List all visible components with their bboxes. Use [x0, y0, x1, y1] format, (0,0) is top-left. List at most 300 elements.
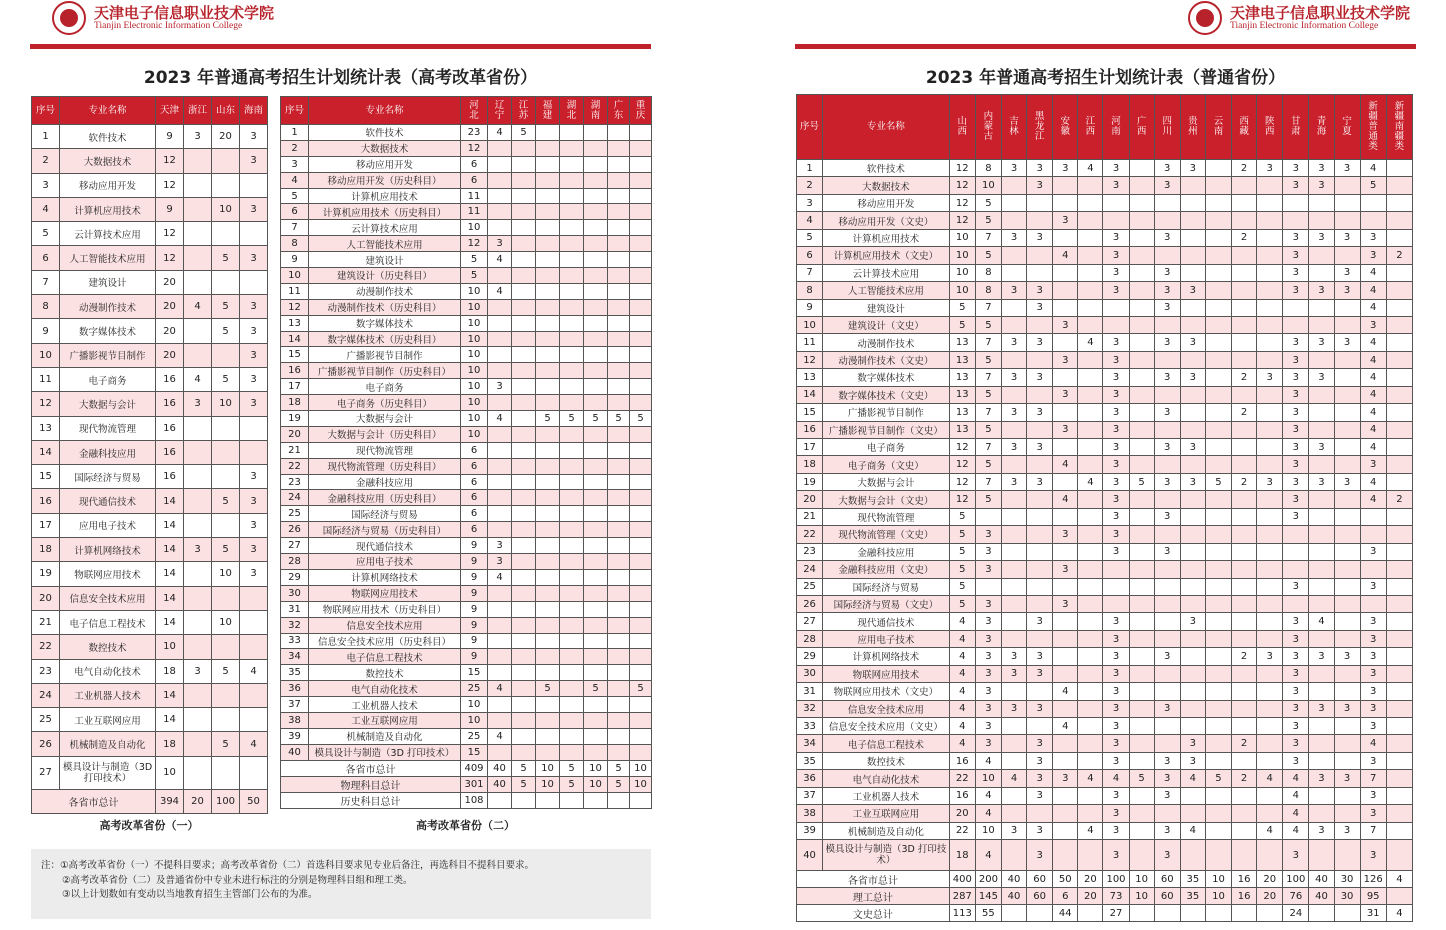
major-name: 模具设计与制造（3D 打印技术） — [823, 840, 950, 871]
plan-count — [1078, 282, 1103, 299]
plan-count — [1001, 526, 1026, 543]
row-index: 16 — [281, 363, 309, 379]
plan-count: 3 — [1180, 735, 1205, 752]
plan-count: 10 — [461, 315, 488, 331]
plan-count — [1027, 630, 1053, 647]
row-index: 28 — [797, 630, 823, 647]
plan-count — [1334, 299, 1360, 316]
plan-count: 4 — [488, 569, 512, 585]
plan-count — [488, 220, 512, 236]
plan-count: 3 — [1334, 648, 1360, 665]
plan-count: 3 — [1334, 770, 1360, 787]
plan-count — [608, 347, 630, 363]
plan-count — [1257, 578, 1283, 595]
plan-count — [1257, 386, 1283, 403]
plan-count — [1386, 439, 1412, 456]
table-row — [797, 316, 1413, 333]
plan-count: 3 — [1001, 648, 1026, 665]
plan-count — [608, 426, 630, 442]
table-row — [797, 456, 1413, 473]
table-row — [32, 756, 268, 789]
major-name: 电子信息工程技术 — [60, 610, 156, 634]
plan-count — [560, 506, 584, 522]
totals-row — [32, 789, 268, 813]
col-header-province: 广 东 — [608, 97, 630, 125]
row-index: 2 — [281, 140, 309, 156]
major-name: 广播影视节目制作 — [823, 404, 950, 421]
reform-provinces-table-1 — [31, 96, 268, 814]
plan-count: 12 — [949, 160, 975, 177]
plan-count — [536, 363, 560, 379]
row-index: 36 — [797, 770, 823, 787]
plan-count: 4 — [975, 787, 1001, 804]
col-header-province: 湖 北 — [560, 97, 584, 125]
plan-count — [1205, 526, 1231, 543]
major-name: 国际经济与贸易 — [823, 578, 950, 595]
plan-count: 7 — [1360, 770, 1386, 787]
plan-count — [630, 744, 652, 760]
row-index: 40 — [281, 744, 309, 760]
plan-count: 16 — [156, 416, 184, 440]
plan-count: 3 — [1001, 439, 1026, 456]
plan-count — [608, 236, 630, 252]
plan-count — [1154, 613, 1180, 630]
summary-value — [630, 792, 652, 808]
plan-count — [1001, 787, 1026, 804]
plan-count — [1232, 299, 1257, 316]
col-header-province: 江 苏 — [512, 97, 536, 125]
plan-count: 3 — [240, 295, 268, 319]
plan-count — [1180, 247, 1205, 264]
plan-count: 4 — [488, 252, 512, 268]
table-row — [281, 283, 652, 299]
major-name: 现代物流管理 — [309, 442, 461, 458]
row-index: 10 — [797, 316, 823, 333]
plan-count — [584, 617, 608, 633]
plan-count — [584, 426, 608, 442]
row-index: 5 — [281, 188, 309, 204]
major-name: 应用电子技术 — [60, 513, 156, 537]
plan-count — [1232, 247, 1257, 264]
plan-count — [240, 586, 268, 610]
major-name: 现代通信技术 — [823, 613, 950, 630]
plan-count — [560, 125, 584, 141]
plan-count: 20 — [156, 343, 184, 367]
plan-count — [1027, 194, 1053, 211]
table-row — [281, 379, 652, 395]
plan-count — [536, 617, 560, 633]
plan-count — [584, 379, 608, 395]
plan-count: 3 — [1103, 665, 1129, 682]
plan-count — [584, 569, 608, 585]
row-index: 16 — [32, 489, 60, 513]
reform-provinces-table-2 — [280, 96, 652, 809]
plan-count: 4 — [1078, 160, 1103, 177]
major-name: 金融科技应用 — [60, 440, 156, 464]
row-index: 26 — [32, 732, 60, 756]
plan-count — [584, 140, 608, 156]
plan-count — [1078, 316, 1103, 333]
table-row — [797, 194, 1413, 211]
table-row — [281, 474, 652, 490]
plan-count — [1001, 316, 1026, 333]
table-row — [281, 458, 652, 474]
summary-value — [1027, 905, 1053, 922]
plan-count — [630, 236, 652, 252]
plan-count — [536, 649, 560, 665]
plan-count — [1257, 543, 1283, 560]
plan-count: 3 — [1360, 578, 1386, 595]
table-row — [32, 610, 268, 634]
plan-count — [1386, 351, 1412, 368]
plan-count — [1053, 735, 1078, 752]
plan-count — [584, 649, 608, 665]
plan-count — [1001, 735, 1026, 752]
plan-count — [1257, 683, 1283, 700]
plan-count — [1257, 229, 1283, 246]
plan-count — [1103, 316, 1129, 333]
plan-count: 8 — [975, 264, 1001, 281]
total-value: 100 — [212, 789, 240, 813]
plan-count: 10 — [975, 822, 1001, 839]
summary-value — [1309, 905, 1334, 922]
plan-count — [560, 156, 584, 172]
plan-count: 10 — [212, 562, 240, 586]
plan-count — [1154, 247, 1180, 264]
plan-count — [560, 220, 584, 236]
plan-count — [488, 204, 512, 220]
plan-count: 3 — [1283, 456, 1309, 473]
plan-count — [536, 601, 560, 617]
plan-count: 13 — [949, 334, 975, 351]
plan-count: 3 — [1103, 526, 1129, 543]
table-row — [281, 681, 652, 697]
summary-row — [797, 905, 1413, 922]
plan-count: 3 — [1360, 229, 1386, 246]
summary-value — [1180, 905, 1205, 922]
plan-count — [1257, 194, 1283, 211]
plan-count — [560, 140, 584, 156]
row-index: 18 — [281, 395, 309, 411]
plan-count — [512, 538, 536, 554]
plan-count — [536, 665, 560, 681]
row-index: 12 — [797, 351, 823, 368]
plan-count — [1205, 648, 1231, 665]
plan-count — [1001, 578, 1026, 595]
row-index: 22 — [32, 635, 60, 659]
summary-value: 44 — [1053, 905, 1078, 922]
table-row — [281, 554, 652, 570]
plan-count: 3 — [240, 538, 268, 562]
col-header-province: 福 建 — [536, 97, 560, 125]
plan-count: 3 — [1334, 473, 1360, 490]
plan-count — [1180, 386, 1205, 403]
row-index: 29 — [797, 648, 823, 665]
plan-count — [1386, 229, 1412, 246]
plan-count — [608, 569, 630, 585]
col-header-province: 青 海 — [1309, 95, 1334, 160]
table-row — [797, 578, 1413, 595]
plan-count — [630, 538, 652, 554]
plan-count — [1129, 613, 1154, 630]
plan-count: 3 — [1309, 770, 1334, 787]
plan-count: 16 — [156, 440, 184, 464]
plan-count — [608, 681, 630, 697]
plan-count — [1027, 578, 1053, 595]
col-header-province: 河 北 — [461, 97, 488, 125]
major-name: 数字媒体技术（文史） — [823, 386, 950, 403]
plan-count: 12 — [949, 212, 975, 229]
plan-count: 3 — [1103, 282, 1129, 299]
row-index: 11 — [797, 334, 823, 351]
summary-value: 10 — [536, 760, 560, 776]
plan-count: 3 — [1283, 334, 1309, 351]
plan-count — [488, 442, 512, 458]
plan-count — [1232, 491, 1257, 508]
row-index: 21 — [32, 610, 60, 634]
plan-count — [1232, 316, 1257, 333]
school-logo-left — [52, 1, 274, 35]
plan-count — [584, 252, 608, 268]
plan-count — [1154, 578, 1180, 595]
plan-count — [584, 188, 608, 204]
plan-count: 10 — [461, 395, 488, 411]
plan-count — [1334, 351, 1360, 368]
plan-count — [1053, 578, 1078, 595]
plan-count — [1129, 194, 1154, 211]
plan-count — [512, 331, 536, 347]
plan-count: 10 — [975, 177, 1001, 194]
plan-count — [1205, 787, 1231, 804]
plan-count — [536, 283, 560, 299]
plan-count: 7 — [1360, 822, 1386, 839]
plan-count — [1334, 526, 1360, 543]
plan-count: 3 — [1103, 805, 1129, 822]
plan-count — [630, 490, 652, 506]
major-name: 电子信息工程技术 — [823, 735, 950, 752]
major-name: 大数据与会计 — [823, 473, 950, 490]
row-index: 7 — [281, 220, 309, 236]
major-name: 建筑设计（历史科目） — [309, 268, 461, 284]
col-header-province: 湖 南 — [584, 97, 608, 125]
summary-value: 5 — [560, 776, 584, 792]
plan-count: 3 — [1360, 683, 1386, 700]
plan-count: 3 — [1360, 805, 1386, 822]
summary-value: 4 — [1386, 871, 1412, 888]
plan-count — [1129, 177, 1154, 194]
row-index: 34 — [797, 735, 823, 752]
plan-count — [536, 236, 560, 252]
plan-count: 4 — [1180, 770, 1205, 787]
plan-count: 5 — [975, 386, 1001, 403]
plan-count — [1027, 351, 1053, 368]
row-index: 6 — [797, 247, 823, 264]
row-index: 6 — [32, 246, 60, 270]
plan-count — [184, 222, 212, 246]
plan-count — [630, 569, 652, 585]
row-index: 38 — [281, 712, 309, 728]
plan-count: 12 — [949, 491, 975, 508]
summary-value: 24 — [1283, 905, 1309, 922]
plan-count — [630, 617, 652, 633]
row-index: 24 — [32, 683, 60, 707]
summary-value: 145 — [975, 888, 1001, 905]
plan-count: 5 — [560, 411, 584, 427]
plan-count — [975, 508, 1001, 525]
table-row — [32, 367, 268, 391]
col-header-province: 四 川 — [1154, 95, 1180, 160]
plan-count — [560, 252, 584, 268]
plan-count — [1232, 683, 1257, 700]
row-index: 18 — [797, 456, 823, 473]
plan-count — [560, 379, 584, 395]
plan-count — [536, 458, 560, 474]
plan-count: 3 — [1257, 160, 1283, 177]
summary-row — [281, 760, 652, 776]
plan-count — [1053, 805, 1078, 822]
plan-count: 9 — [461, 569, 488, 585]
plan-count: 3 — [1283, 369, 1309, 386]
plan-count: 3 — [1053, 212, 1078, 229]
plan-count: 4 — [1053, 491, 1078, 508]
plan-count: 10 — [461, 363, 488, 379]
plan-count — [512, 617, 536, 633]
plan-count — [212, 683, 240, 707]
plan-count: 3 — [1154, 648, 1180, 665]
plan-count — [488, 315, 512, 331]
plan-count: 5 — [975, 456, 1001, 473]
major-name: 移动应用开发（文史） — [823, 212, 950, 229]
plan-count — [1205, 421, 1231, 438]
plan-count: 3 — [975, 700, 1001, 717]
plan-count — [184, 270, 212, 294]
row-index: 15 — [281, 347, 309, 363]
plan-count: 5 — [975, 247, 1001, 264]
major-name: 工业机器人技术 — [823, 787, 950, 804]
major-name: 广播影视节目制作（文史） — [823, 421, 950, 438]
row-index: 32 — [281, 617, 309, 633]
table-row — [797, 526, 1413, 543]
plan-count: 3 — [1053, 386, 1078, 403]
table-row — [797, 665, 1413, 682]
plan-count — [584, 268, 608, 284]
plan-count — [1309, 595, 1334, 612]
plan-count: 3 — [1001, 334, 1026, 351]
plan-count — [584, 665, 608, 681]
plan-count — [536, 395, 560, 411]
major-name: 软件技术 — [823, 160, 950, 177]
col-header-index: 序号 — [281, 97, 309, 125]
plan-count — [560, 712, 584, 728]
summary-row — [797, 871, 1413, 888]
plan-count: 3 — [1053, 351, 1078, 368]
table-row — [281, 411, 652, 427]
plan-count — [1001, 613, 1026, 630]
table-row — [281, 506, 652, 522]
plan-count — [1232, 805, 1257, 822]
plan-count — [512, 411, 536, 427]
major-name: 计算机网络技术 — [60, 538, 156, 562]
row-index: 12 — [281, 299, 309, 315]
plan-count — [584, 331, 608, 347]
major-name: 大数据技术 — [309, 140, 461, 156]
plan-count: 3 — [1283, 752, 1309, 769]
plan-count — [1386, 578, 1412, 595]
plan-count: 3 — [1103, 369, 1129, 386]
summary-value: 10 — [584, 760, 608, 776]
plan-count — [488, 712, 512, 728]
summary-row — [797, 888, 1413, 905]
plan-count — [1154, 630, 1180, 647]
plan-count: 4 — [1360, 264, 1386, 281]
plan-count — [584, 490, 608, 506]
summary-label: 各省市总计 — [281, 760, 461, 776]
plan-count: 2 — [1232, 770, 1257, 787]
plan-count — [1053, 665, 1078, 682]
plan-count — [608, 697, 630, 713]
row-index: 22 — [281, 458, 309, 474]
plan-count: 10 — [461, 712, 488, 728]
plan-count — [1232, 822, 1257, 839]
plan-count — [630, 395, 652, 411]
plan-count — [1053, 439, 1078, 456]
plan-count — [630, 712, 652, 728]
plan-count — [1154, 351, 1180, 368]
col-header-province: 新 疆 普 通 类 — [1360, 95, 1386, 160]
plan-count: 3 — [1283, 264, 1309, 281]
plan-count: 3 — [1180, 369, 1205, 386]
plan-count — [1001, 718, 1026, 735]
table-row — [281, 538, 652, 554]
plan-count: 3 — [1103, 456, 1129, 473]
plan-count — [608, 331, 630, 347]
plan-count — [584, 363, 608, 379]
plan-count: 3 — [1001, 369, 1026, 386]
plan-count — [1180, 683, 1205, 700]
plan-count — [212, 270, 240, 294]
row-index: 38 — [797, 805, 823, 822]
table-row — [32, 562, 268, 586]
plan-count — [1001, 630, 1026, 647]
plan-count — [512, 458, 536, 474]
plan-count — [1027, 212, 1053, 229]
plan-count — [1205, 613, 1231, 630]
plan-count — [1129, 247, 1154, 264]
plan-count: 4 — [1283, 822, 1309, 839]
table-header-row — [797, 95, 1413, 160]
plan-count — [584, 522, 608, 538]
plan-count — [1129, 439, 1154, 456]
plan-count: 5 — [584, 411, 608, 427]
plan-count: 3 — [1027, 700, 1053, 717]
row-index: 3 — [797, 194, 823, 211]
plan-count: 3 — [1103, 630, 1129, 647]
plan-count — [1232, 578, 1257, 595]
plan-count: 3 — [1360, 718, 1386, 735]
plan-count — [1180, 299, 1205, 316]
plan-count — [1129, 735, 1154, 752]
plan-count: 3 — [1103, 229, 1129, 246]
table-row — [797, 700, 1413, 717]
major-name: 应用电子技术 — [309, 554, 461, 570]
plan-count — [536, 554, 560, 570]
plan-count: 4 — [1360, 421, 1386, 438]
plan-count: 3 — [1103, 334, 1129, 351]
plan-count — [1027, 683, 1053, 700]
plan-count — [1257, 630, 1283, 647]
table-row — [797, 752, 1413, 769]
plan-count: 3 — [1283, 718, 1309, 735]
